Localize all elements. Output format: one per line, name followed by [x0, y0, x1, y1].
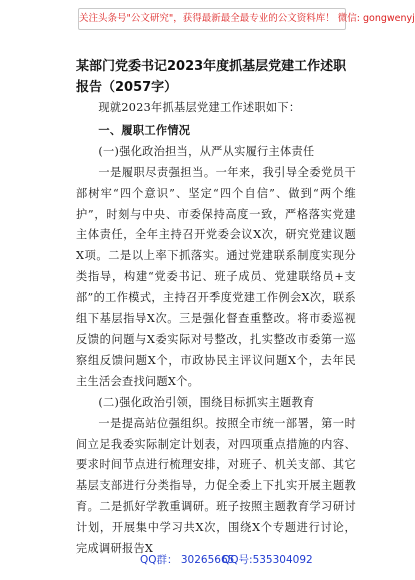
qq-number-link[interactable]: QQ号:535304092: [222, 554, 313, 566]
contact-footer: [0, 552, 408, 568]
subsection-heading: (二)强化政治引领，围绕目标抓实主题教育: [98, 395, 315, 409]
document-title: 某部门党委书记2023年度抓基层党建工作述职报告（2057字）: [76, 59, 347, 95]
promo-banner: 关注头条号"公文研究"，获得最新最全最专业的公文资料库！ 微信: gongwenyj: [78, 8, 346, 30]
qq-group-link[interactable]: QQ群： 30265665: [140, 554, 235, 566]
intro-paragraph: 现就2023年抓基层党建工作述职如下：: [98, 101, 301, 114]
body-paragraph: 一是履职尽责强担当。一年来，我引导全委党员干部树牢“四个意识”、坚定“四个自信”、做到“两个维护”，时刻与中央、市委保持高度一致，严格落实党建主体责任，全年主持召开党委会议X次，研究党建议题X项。二是以上率下抓落实。通过党建联系制度实现分类指导，构建“党委书记、班子成员、党建联络员+支部”的工作模式，主持召开季度党建工作例会X次，联系组下基层指导X次。三是强化督查重整改。将市委巡视反馈的问题与X委实际对号整改，扎实整改市委第一巡察组反馈问题X个，市政协民主评议问题X个，去年民主生活会查找问题X个。: [76, 165, 356, 388]
document-body: [76, 98, 356, 560]
subsection-heading: (一)强化政治担当，从严从实履行主体责任: [98, 144, 315, 158]
body-paragraph: 一是提高站位强组织。按照全市统一部署，第一时间立足我委实际制定计划表，对四项重点措施的内容、要求时间节点进行梳理安排，对班子、机关支部、其它基层支部进行分类指导，力促全委上下扎实开展主题教育。二是抓好学教重调研。班子按照主题教育学习研讨计划，开展集中学习共X次，围绕X个专题进行讨论，完成调研报告X: [76, 416, 356, 556]
section-heading: 一、履职工作情况: [98, 123, 191, 137]
